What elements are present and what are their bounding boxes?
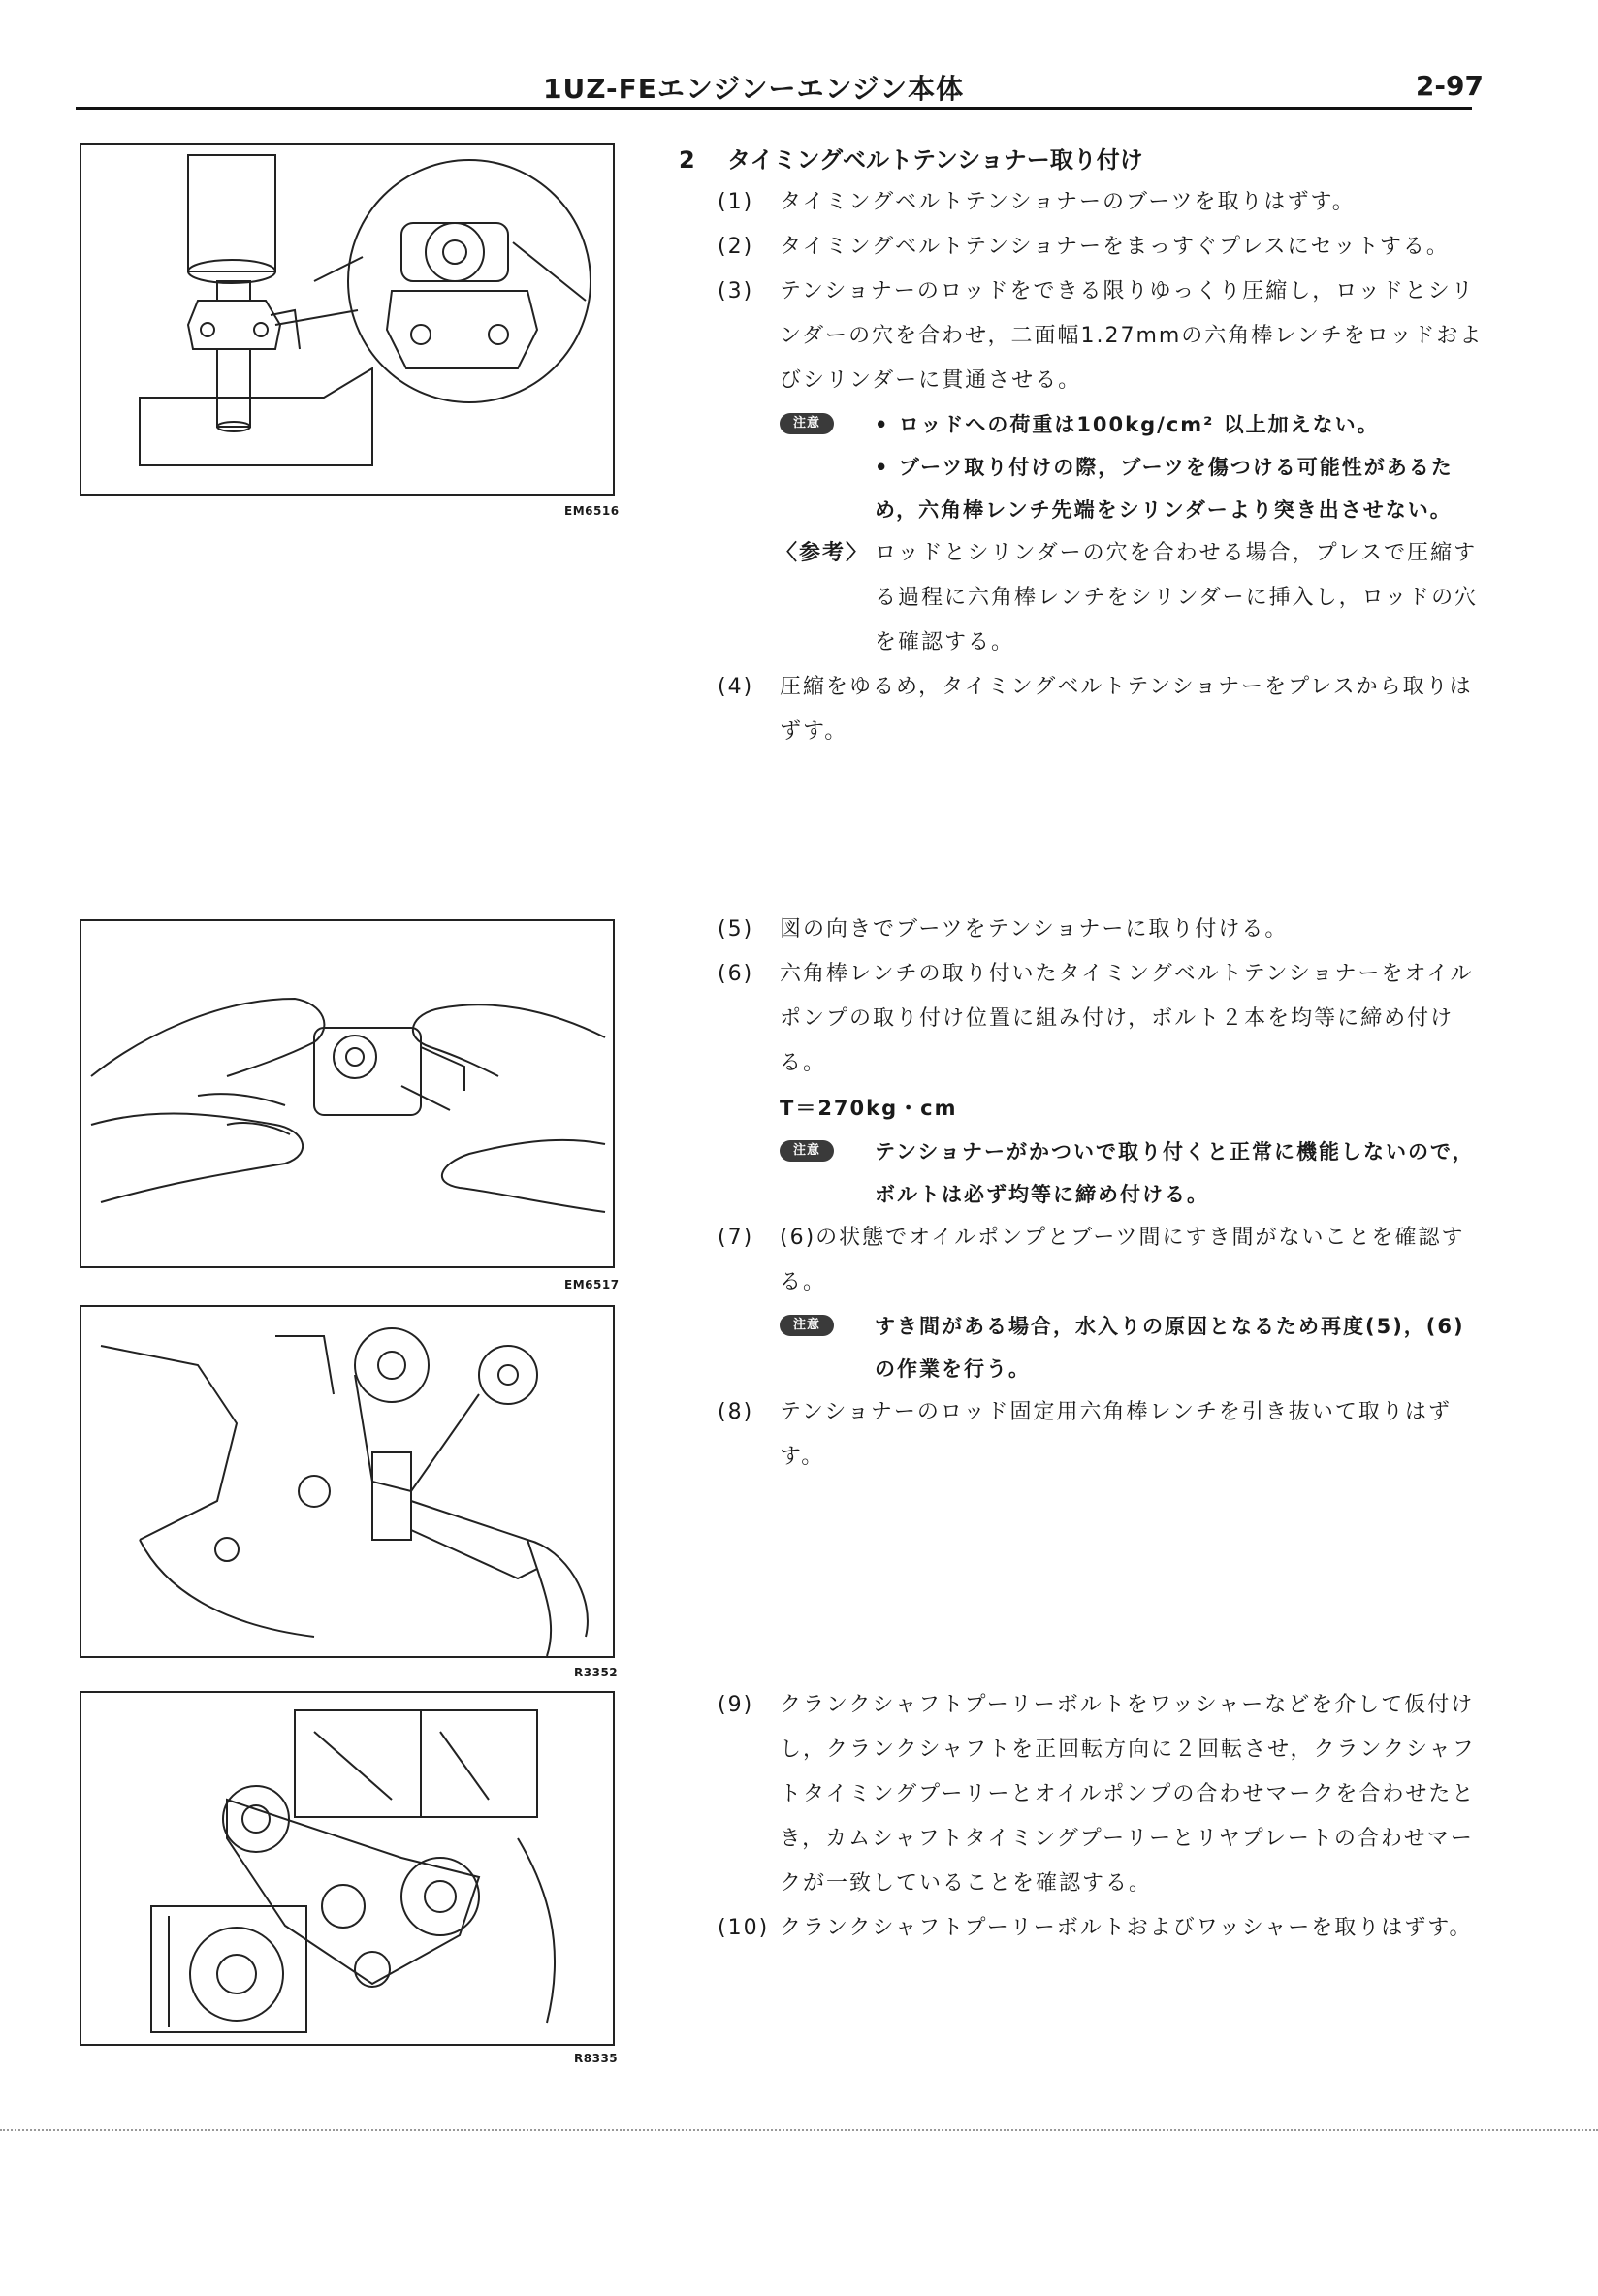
scan-edge-line <box>0 2129 1598 2131</box>
figure-tensioner-press <box>80 144 615 496</box>
caution-note-3 <box>718 403 1484 531</box>
figure-code: R8335 <box>574 2052 619 2065</box>
caution-text-b: • ブーツ取り付けの際，ブーツを傷つける可能性があるため，六角棒レンチ先端をシリンダーより突き出させない。 <box>875 456 1454 522</box>
hands-illustration <box>81 921 613 1266</box>
step-7: (7) (6)の状態でオイルポンプとブーツ間にすき間がないことを確認する。 <box>718 1226 1465 1294</box>
step-5: (5) 図の向きでブーツをテンショナーに取り付ける。 <box>718 917 1289 941</box>
caution-badge: 注意 <box>780 413 834 434</box>
section-heading <box>679 141 1143 175</box>
step-10: (10) クランクシャフトプーリーボルトおよびワッシャーを取りはずす。 <box>718 1916 1473 1940</box>
reference-text: ロッドとシリンダーの穴を合わせる場合，プレスで圧縮する過程に六角棒レンチをシリンダーに挿入し，ロッドの穴を確認する。 <box>875 541 1479 654</box>
step-6: (6) 六角棒レンチの取り付いたタイミングベルトテンショナーをオイルポンプの取り付け位置に組み付け，ボルト２本を均等に締め付ける。 <box>718 962 1474 1075</box>
step-2: (2) タイミングベルトテンショナーをまっすぐプレスにセットする。 <box>718 235 1450 259</box>
page-number: 2-97 <box>1415 70 1484 102</box>
step-3: (3) テンショナーのロッドをできる限りゆっくり圧縮し，ロッドとシリンダーの穴を合わせ，二面幅1.27mmの六角棒レンチをロッドおよびシリンダーに貫通させる。 <box>718 279 1484 393</box>
step-9: (9) クランクシャフトプーリーボルトをワッシャーなどを介して仮付けし，クランクシャフトを正回転方向に２回転させ，クランクシャフトタイミングプーリーとオイルポンプの合わせマークを合わせたとき，カムシャフトタイミングプーリーとリヤプレートの合わせマークが一致していることを確認する。 <box>718 1693 1476 1896</box>
pulley-illustration <box>81 1693 613 2044</box>
caution-text-a: • ロッドへの荷重は100kg/cm² 以上加えない。 <box>875 413 1380 436</box>
instruction-block-2 <box>718 908 1484 1480</box>
figure-timing-pulleys <box>80 1691 615 2046</box>
step-4: (4) 圧縮をゆるめ，タイミングベルトテンショナーをプレスから取りはずす。 <box>718 675 1473 744</box>
step-1: (1) タイミングベルトテンショナーのブーツを取りはずす。 <box>718 190 1356 214</box>
press-illustration <box>81 145 613 494</box>
page-header-title: 1UZ-FEエンジンーエンジン本体 <box>543 73 965 105</box>
instruction-block-1 <box>718 180 1484 754</box>
figure-code: EM6516 <box>564 504 620 518</box>
caution-badge: 注意 <box>780 1140 834 1162</box>
section-number: 2 <box>679 146 695 174</box>
reference-note <box>718 531 1484 665</box>
caution-text: テンショナーがかついで取り付くと正常に機能しないので，ボルトは必ず均等に締め付ける。 <box>875 1140 1475 1206</box>
figure-code: EM6517 <box>564 1278 620 1292</box>
section-title: タイミングベルトテンショナー取り付け <box>727 146 1143 174</box>
wrench-illustration <box>81 1307 613 1656</box>
figure-hands-boot <box>80 919 615 1268</box>
reference-label: 〈参考〉 <box>776 541 870 565</box>
instruction-block-3 <box>718 1683 1484 1951</box>
header-rule <box>76 107 1472 110</box>
caution-text: すき間がある場合，水入りの原因となるため再度(5)，(6)の作業を行う。 <box>875 1315 1465 1381</box>
caution-note-6 <box>718 1131 1484 1216</box>
torque-spec: T＝270kg・cm <box>780 1097 958 1120</box>
figure-code: R3352 <box>574 1666 619 1679</box>
caution-note-7 <box>718 1305 1484 1390</box>
caution-badge: 注意 <box>780 1315 834 1336</box>
figure-wrench-removal <box>80 1305 615 1658</box>
step-8: (8) テンショナーのロッド固定用六角棒レンチを引き抜いて取りはずす。 <box>718 1400 1452 1469</box>
